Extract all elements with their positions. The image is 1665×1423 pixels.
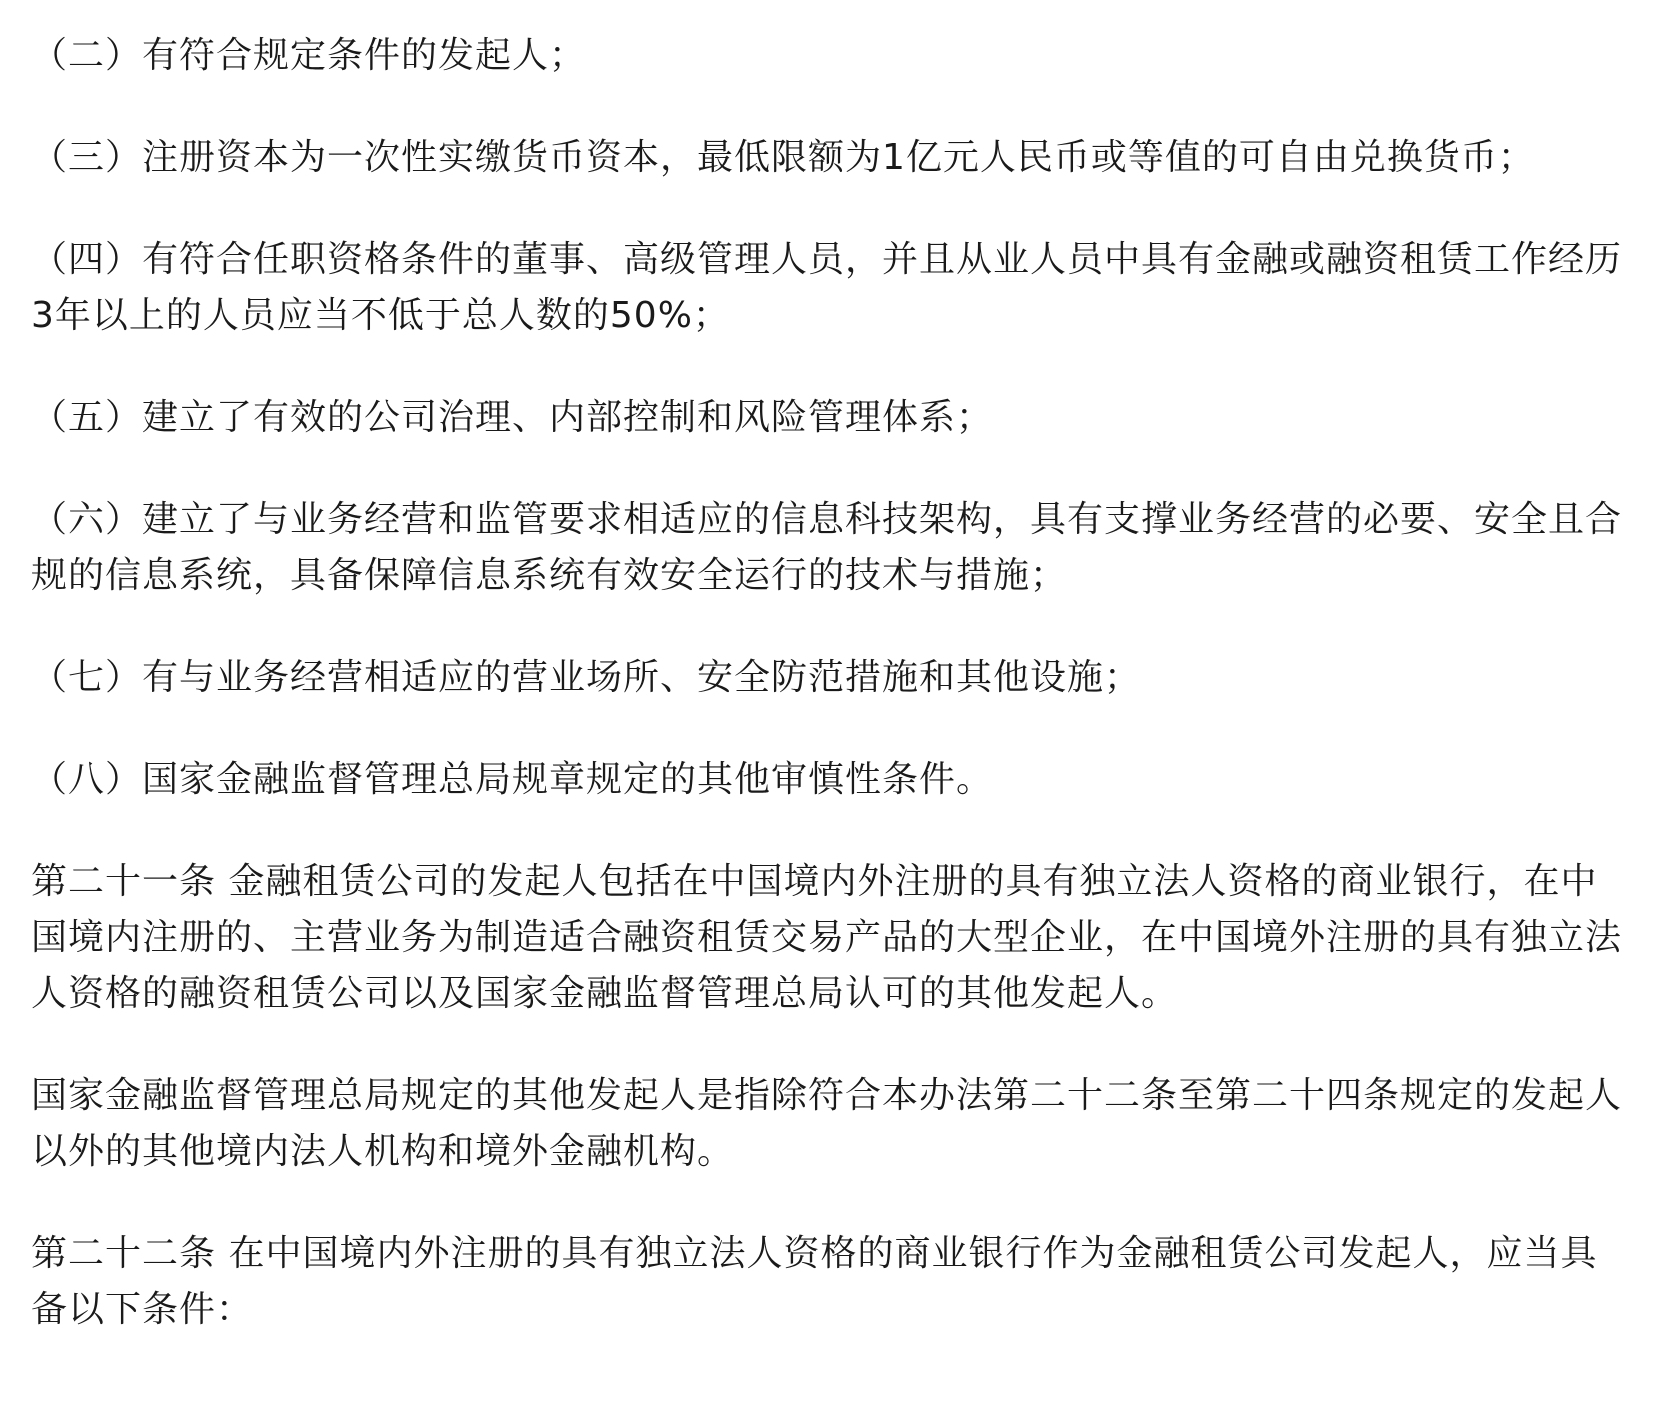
paragraph-item-7: （七）有与业务经营相适应的营业场所、安全防范措施和其他设施； xyxy=(31,657,1142,698)
paragraph-item-2: （二）有符合规定条件的发起人； xyxy=(31,35,587,76)
paragraph-item-3: （三）注册资本为一次性实缴货币资本，最低限额为1亿元人民币或等值的可自由兑换货币； xyxy=(31,137,1535,178)
document-body xyxy=(31,28,1631,1384)
paragraph-item-5: （五）建立了有效的公司治理、内部控制和风险管理体系； xyxy=(31,397,994,438)
article-22: 第二十二条 在中国境内外注册的具有独立法人资格的商业银行作为金融租赁公司发起人，应当具备以下条件： xyxy=(31,1233,1598,1330)
paragraph-item-6: （六）建立了与业务经营和监管要求相适应的信息科技架构，具有支撑业务经营的必要、安全且合规的信息系统，具备保障信息系统有效安全运行的技术与措施； xyxy=(31,499,1623,596)
article-21-note: 国家金融监督管理总局规定的其他发起人是指除符合本办法第二十二条至第二十四条规定的发起人以外的其他境内法人机构和境外金融机构。 xyxy=(31,1075,1623,1172)
paragraph-item-4: （四）有符合任职资格条件的董事、高级管理人员，并且从业人员中具有金融或融资租赁工作经历3年以上的人员应当不低于总人数的50%； xyxy=(31,239,1623,336)
paragraph-item-8: （八）国家金融监督管理总局规章规定的其他审慎性条件。 xyxy=(31,759,994,800)
article-21: 第二十一条 金融租赁公司的发起人包括在中国境内外注册的具有独立法人资格的商业银行，在中国境内注册的、主营业务为制造适合融资租赁交易产品的大型企业，在中国境外注册的具有独立法人资格的融资租赁公司以及国家金融监督管理总局认可的其他发起人。 xyxy=(31,861,1623,1014)
